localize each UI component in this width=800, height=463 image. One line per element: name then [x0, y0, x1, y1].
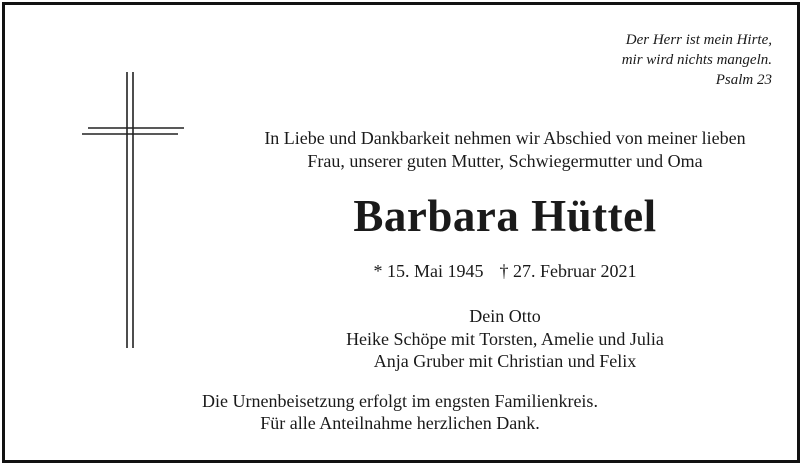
- closing-line: Die Urnenbeisetzung erfolgt im engsten Familienkreis.: [202, 391, 598, 411]
- closing-line: Für alle Anteilnahme herzlichen Dank.: [260, 413, 540, 433]
- mourners-list: [240, 305, 770, 373]
- birth-date: * 15. Mai 1945: [373, 261, 484, 281]
- mourner-line: Heike Schöpe mit Torsten, Amelie und Julia: [346, 328, 664, 349]
- life-dates: [240, 260, 770, 282]
- cross-icon: [80, 70, 190, 350]
- mourner-line: Anja Gruber mit Christian und Felix: [373, 351, 637, 371]
- closing-text: [170, 390, 630, 434]
- psalm-reference: Psalm 23: [715, 72, 772, 88]
- psalm-quote: [622, 30, 772, 90]
- intro-text: [240, 127, 770, 173]
- intro-line: In Liebe und Dankbarkeit nehmen wir Abschied von meiner lieben: [264, 128, 746, 148]
- death-date: † 27. Februar 2021: [499, 261, 637, 281]
- psalm-line: mir wird nichts mangeln.: [621, 52, 772, 68]
- intro-line: Frau, unserer guten Mutter, Schwiegermutter und Oma: [307, 151, 703, 171]
- psalm-line: Der Herr ist mein Hirte,: [625, 32, 772, 48]
- mourner-line: Dein Otto: [469, 306, 541, 326]
- deceased-name: Barbara Hüttel: [353, 191, 657, 241]
